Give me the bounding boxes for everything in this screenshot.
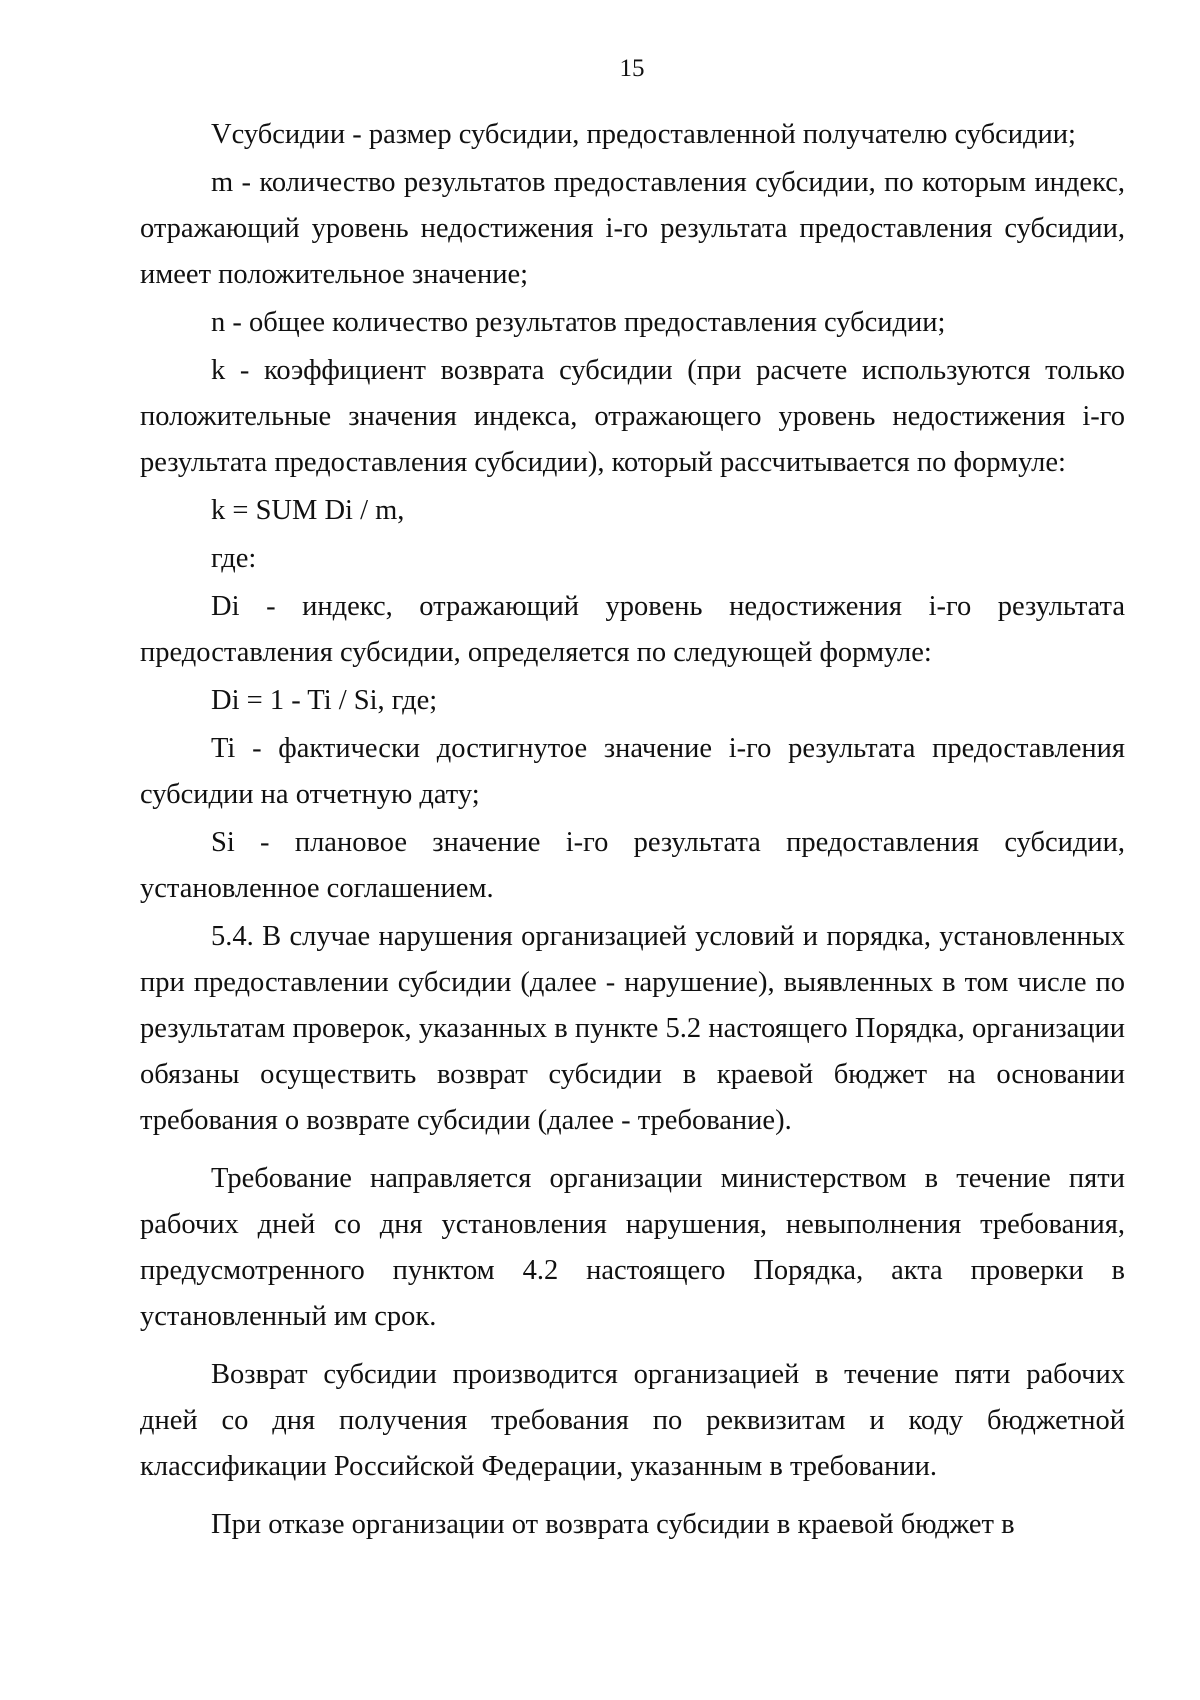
formula-k: k = SUM Di / m, bbox=[211, 495, 405, 526]
paragraph-refusal: При отказе организации от возврата субсидии в краевой бюджет в bbox=[211, 1509, 1015, 1540]
paragraph-5-4: 5.4. В случае нарушения организацией условий и порядка, установленных при предоставлении субсидии (далее - нарушение), выявленных в том числе по результатам проверок, указанных в пункте 5.2 настоящего Порядка, организации обязаны осуществить возврат субсидии в краевой бюджет на основании требования о возврате субсидии (далее - требование). bbox=[140, 921, 1125, 1136]
formula-di: Di = 1 - Ti / Si, где; bbox=[211, 685, 438, 716]
paragraph-return-procedure: Возврат субсидии производится организацией в течение пяти рабочих дней со дня получения требования по реквизитам и коду бюджетной классификации Российской Федерации, указанным в требовании. bbox=[140, 1359, 1125, 1482]
paragraph-v-definition: Vсубсидии - размер субсидии, предоставленной получателю субсидии; bbox=[211, 119, 1076, 150]
paragraph-di-definition: Di - индекс, отражающий уровень недостижения i-го результата предоставления субсидии, определяется по следующей формуле: bbox=[140, 591, 1125, 668]
document-body bbox=[140, 112, 1125, 1550]
paragraph-requirement-sent: Требование направляется организации министерством в течение пяти рабочих дней со дня установления нарушения, невыполнения требования, предусмотренного пунктом 4.2 настоящего Порядка, акта проверки в установленный им срок. bbox=[140, 1163, 1125, 1332]
paragraph-si-definition: Si - плановое значение i-го результата предоставления субсидии, установленное соглашением. bbox=[140, 827, 1125, 904]
paragraph-m-definition: m - количество результатов предоставления субсидии, по которым индекс, отражающий уровень недостижения i-го результата предоставления субсидии, имеет положительное значение; bbox=[140, 167, 1125, 290]
paragraph-k-definition: k - коэффициент возврата субсидии (при расчете используются только положительные значения индекса, отражающего уровень недостижения i-го результата предоставления субсидии), который рассчитывается по формуле: bbox=[140, 355, 1125, 478]
paragraph-where: где: bbox=[211, 543, 257, 574]
paragraph-ti-definition: Ti - фактически достигнутое значение i-го результата предоставления субсидии на отчетную дату; bbox=[140, 733, 1125, 810]
paragraph-n-definition: n - общее количество результатов предоставления субсидии; bbox=[211, 307, 946, 338]
page-number: 15 bbox=[619, 55, 645, 82]
